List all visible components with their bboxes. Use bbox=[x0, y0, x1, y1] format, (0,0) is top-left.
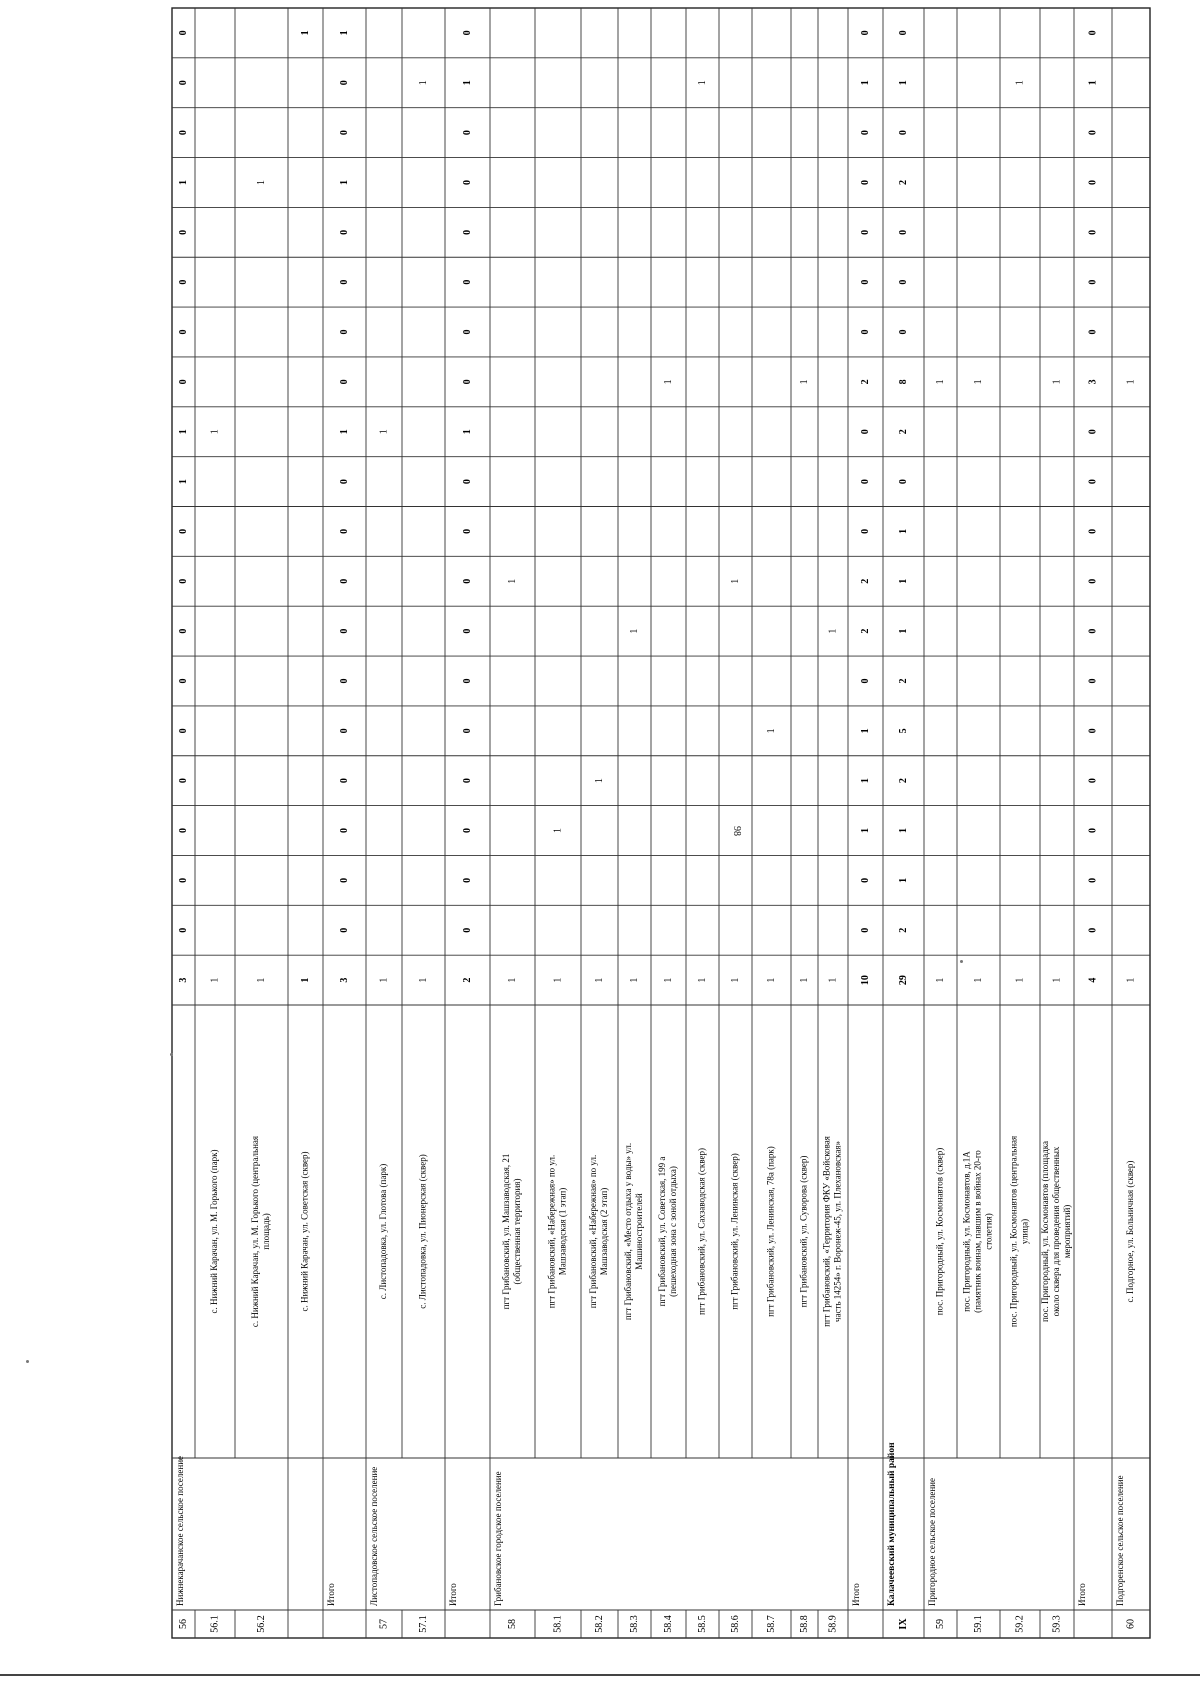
row-number: 58.1 bbox=[552, 1615, 564, 1633]
value-cell: 0 bbox=[338, 130, 350, 136]
value-cell: 0 bbox=[461, 778, 473, 784]
value-cell: 1 bbox=[859, 728, 871, 734]
row-number: 58.7 bbox=[765, 1615, 777, 1633]
value-cell: 1 bbox=[1051, 977, 1063, 983]
value-cell: 2 bbox=[897, 778, 909, 784]
value-cell: 0 bbox=[897, 30, 909, 36]
value-cell: 0 bbox=[897, 130, 909, 136]
location-name: пос. Пригородный, ул. Космонавтов, д.1А bbox=[961, 1151, 972, 1312]
value-cell: 0 bbox=[461, 877, 473, 883]
total-label: Итого bbox=[851, 1583, 862, 1606]
value-cell: 0 bbox=[461, 329, 473, 335]
value-cell: 0 bbox=[1087, 30, 1099, 36]
total-label: Итого bbox=[448, 1583, 459, 1606]
value-cell: 0 bbox=[338, 778, 350, 784]
scan-edge-line bbox=[0, 1674, 1200, 1676]
value-cell: 0 bbox=[1087, 877, 1099, 883]
value-cell: 1 bbox=[552, 977, 564, 983]
value-cell: 1 bbox=[461, 80, 473, 86]
value-cell: 1 bbox=[628, 977, 640, 983]
value-cell: 0 bbox=[1087, 528, 1099, 534]
value-cell: 0 bbox=[177, 279, 189, 285]
value-cell: 0 bbox=[177, 678, 189, 684]
location-name: мероприятий) bbox=[1062, 1204, 1073, 1259]
location-name: пгт Грибановский, «Набережная» по ул. bbox=[588, 1154, 599, 1309]
value-cell: 0 bbox=[897, 479, 909, 485]
value-cell: 0 bbox=[461, 30, 473, 36]
value-cell: 0 bbox=[1087, 578, 1099, 584]
value-cell: 1 bbox=[798, 379, 810, 385]
value-cell: 1 bbox=[506, 977, 518, 983]
row-number: 59.3 bbox=[1051, 1615, 1063, 1633]
location-name: пгт Грибановский, ул. Машзаводская, 21 bbox=[501, 1153, 512, 1310]
value-cell: 1 bbox=[255, 977, 267, 983]
row-number: 60 bbox=[1125, 1619, 1137, 1629]
row-number: 58.5 bbox=[696, 1615, 708, 1633]
location-name: около сквера для проведения общественных bbox=[1051, 1146, 1062, 1317]
value-cell: 0 bbox=[461, 578, 473, 584]
value-cell: 1 bbox=[934, 379, 946, 385]
location-name: пос. Пригородный, ул. Космонавтов (центральная bbox=[1008, 1135, 1019, 1328]
value-cell: 1 bbox=[897, 877, 909, 883]
value-cell: 0 bbox=[859, 229, 871, 235]
location-name: столетия) bbox=[983, 1213, 994, 1250]
value-cell: 0 bbox=[859, 927, 871, 933]
value-cell: 0 bbox=[338, 279, 350, 285]
value-cell: 0 bbox=[1087, 728, 1099, 734]
settlement-name: Грибановское городское поселение bbox=[493, 1471, 504, 1606]
value-cell: 0 bbox=[338, 329, 350, 335]
value-cell: 10 bbox=[859, 975, 871, 986]
value-cell: 0 bbox=[177, 379, 189, 385]
value-cell: 0 bbox=[338, 379, 350, 385]
value-cell: 0 bbox=[177, 628, 189, 634]
value-cell: 0 bbox=[1087, 628, 1099, 634]
value-cell: 0 bbox=[461, 927, 473, 933]
value-cell: 1 bbox=[1125, 977, 1137, 983]
value-cell: 0 bbox=[177, 528, 189, 534]
value-cell: 0 bbox=[1087, 678, 1099, 684]
value-cell: 1 bbox=[972, 379, 984, 385]
value-cell: 1 bbox=[1014, 977, 1026, 983]
value-cell: 2 bbox=[859, 628, 871, 634]
value-cell: 1 bbox=[255, 179, 267, 185]
value-cell: 0 bbox=[859, 179, 871, 185]
value-cell: 1 bbox=[1087, 80, 1099, 86]
value-cell: 1 bbox=[897, 80, 909, 86]
value-cell: 1 bbox=[209, 429, 221, 435]
value-cell: 0 bbox=[338, 578, 350, 584]
location-name: с. Нижний Карачан, ул. Советская (сквер) bbox=[299, 1151, 310, 1312]
location-name: (общественная территория) bbox=[512, 1178, 523, 1285]
value-cell: 2 bbox=[859, 578, 871, 584]
value-cell: 0 bbox=[177, 578, 189, 584]
page-number: 98 bbox=[731, 826, 742, 836]
value-cell: 0 bbox=[177, 329, 189, 335]
value-cell: 0 bbox=[1087, 927, 1099, 933]
value-cell: 0 bbox=[177, 927, 189, 933]
value-cell: 0 bbox=[338, 927, 350, 933]
value-cell: 1 bbox=[859, 828, 871, 834]
settlement-name: Листопадовское сельское поселение bbox=[369, 1466, 380, 1606]
value-cell: 0 bbox=[177, 80, 189, 86]
value-cell: 1 bbox=[209, 977, 221, 983]
value-cell: 0 bbox=[338, 678, 350, 684]
location-name: часть 14254» г. Воронеж-45, ул. Плехановская» bbox=[832, 1141, 843, 1322]
table-frame bbox=[172, 8, 1150, 1638]
settlement-name: Пригородное сельское поселение bbox=[927, 1478, 938, 1606]
row-number: 57.1 bbox=[417, 1615, 429, 1633]
value-cell: 0 bbox=[859, 877, 871, 883]
location-name: с. Листопадовка, ул. Глотова (парк) bbox=[378, 1163, 389, 1300]
value-cell: 1 bbox=[859, 778, 871, 784]
value-cell: 0 bbox=[1087, 828, 1099, 834]
value-cell: 0 bbox=[177, 30, 189, 36]
location-name: Машзаводская (1 этап) bbox=[557, 1187, 568, 1276]
scan-speck bbox=[960, 960, 963, 963]
value-cell: 1 bbox=[1125, 379, 1137, 385]
value-cell: 1 bbox=[417, 977, 429, 983]
location-name: площадь) bbox=[261, 1213, 272, 1250]
location-name: пгт Грибановский, ул. Ленинская (сквер) bbox=[729, 1153, 740, 1310]
value-cell: 3 bbox=[177, 977, 189, 983]
value-cell: 0 bbox=[859, 678, 871, 684]
location-name: пгт Грибановский, ул. Советская, 199 а bbox=[657, 1156, 668, 1307]
value-cell: 0 bbox=[461, 229, 473, 235]
value-cell: 0 bbox=[1087, 429, 1099, 435]
value-cell: 0 bbox=[897, 229, 909, 235]
value-cell: 2 bbox=[859, 379, 871, 385]
value-cell: 1 bbox=[338, 30, 350, 36]
value-cell: 8 bbox=[897, 379, 909, 385]
value-cell: 5 bbox=[897, 728, 909, 734]
value-cell: 0 bbox=[1087, 279, 1099, 285]
value-cell: 0 bbox=[461, 628, 473, 634]
total-label: Итого bbox=[326, 1583, 337, 1606]
value-cell: 0 bbox=[461, 479, 473, 485]
location-name: пос. Пригородный, ул. Космонавтов (сквер) bbox=[934, 1147, 945, 1316]
value-cell: 1 bbox=[506, 578, 518, 584]
location-name: улица) bbox=[1019, 1218, 1030, 1245]
value-cell: 0 bbox=[1087, 229, 1099, 235]
value-cell: 1 bbox=[177, 479, 189, 485]
value-cell: 0 bbox=[338, 479, 350, 485]
value-cell: 0 bbox=[1087, 479, 1099, 485]
value-cell: 0 bbox=[461, 678, 473, 684]
row-number: 58.2 bbox=[593, 1615, 605, 1633]
value-cell: 1 bbox=[798, 977, 810, 983]
value-cell: 0 bbox=[859, 528, 871, 534]
value-cell: 2 bbox=[897, 927, 909, 933]
value-cell: 0 bbox=[1087, 130, 1099, 136]
value-cell: 1 bbox=[765, 977, 777, 983]
location-name: с. Нижний Карачан, ул. М. Горького (парк) bbox=[209, 1149, 220, 1314]
row-number: 56 bbox=[177, 1619, 189, 1629]
row-number: 58.9 bbox=[827, 1615, 839, 1633]
scan-speck bbox=[170, 1053, 173, 1056]
value-cell: 1 bbox=[934, 977, 946, 983]
value-cell: 1 bbox=[299, 30, 311, 36]
value-cell: 0 bbox=[461, 379, 473, 385]
location-name: с. Подгорное, ул. Больничная (сквер) bbox=[1125, 1160, 1136, 1303]
value-cell: 0 bbox=[338, 877, 350, 883]
value-cell: 1 bbox=[729, 977, 741, 983]
value-cell: 0 bbox=[1087, 179, 1099, 185]
value-cell: 1 bbox=[177, 429, 189, 435]
value-cell: 2 bbox=[461, 977, 473, 983]
value-cell: 2 bbox=[897, 678, 909, 684]
value-cell: 1 bbox=[662, 977, 674, 983]
value-cell: 29 bbox=[897, 975, 909, 986]
row-number: 58.3 bbox=[628, 1615, 640, 1633]
location-name: (памятник воинам, павшим в войнах 20-го bbox=[972, 1150, 983, 1313]
value-cell: 0 bbox=[461, 528, 473, 534]
value-cell: 3 bbox=[1087, 379, 1099, 385]
value-cell: 0 bbox=[461, 279, 473, 285]
value-cell: 0 bbox=[177, 728, 189, 734]
value-cell: 1 bbox=[696, 977, 708, 983]
value-cell: 0 bbox=[461, 179, 473, 185]
value-cell: 1 bbox=[593, 977, 605, 983]
value-cell: 1 bbox=[378, 977, 390, 983]
row-number: 58 bbox=[506, 1619, 518, 1629]
value-cell: 0 bbox=[177, 877, 189, 883]
value-cell: 2 bbox=[897, 429, 909, 435]
value-cell: 0 bbox=[859, 329, 871, 335]
value-cell: 0 bbox=[859, 30, 871, 36]
value-cell: 1 bbox=[972, 977, 984, 983]
value-cell: 0 bbox=[859, 429, 871, 435]
value-cell: 0 bbox=[177, 778, 189, 784]
value-cell: 1 bbox=[859, 80, 871, 86]
value-cell: 1 bbox=[461, 429, 473, 435]
row-number: 56.1 bbox=[209, 1615, 221, 1633]
value-cell: 0 bbox=[859, 130, 871, 136]
value-cell: 1 bbox=[177, 179, 189, 185]
row-number: 59.2 bbox=[1014, 1615, 1026, 1633]
row-number: IX bbox=[897, 1618, 909, 1630]
value-cell: 0 bbox=[897, 329, 909, 335]
value-cell: 1 bbox=[897, 628, 909, 634]
row-number: 56.2 bbox=[255, 1615, 267, 1633]
value-cell: 1 bbox=[827, 628, 839, 634]
value-cell: 1 bbox=[299, 977, 311, 983]
row-number: 58.8 bbox=[798, 1615, 810, 1633]
scan-speck bbox=[26, 1360, 29, 1363]
settlement-name: Калачеевский муниципальный район bbox=[887, 1442, 898, 1606]
location-name: пгт Грибановский, ул. Суворова (сквер) bbox=[798, 1155, 809, 1308]
location-name: (пешеходная зона с зоной отдыха) bbox=[668, 1166, 679, 1297]
location-name: с. Нижний Карачан, ул. М. Горького (центральная bbox=[250, 1135, 261, 1328]
value-cell: 0 bbox=[338, 628, 350, 634]
value-cell: 0 bbox=[461, 130, 473, 136]
value-cell: 1 bbox=[593, 778, 605, 784]
value-cell: 0 bbox=[338, 828, 350, 834]
value-cell: 1 bbox=[1051, 379, 1063, 385]
value-cell: 4 bbox=[1087, 977, 1099, 983]
value-cell: 0 bbox=[177, 130, 189, 136]
value-cell: 0 bbox=[338, 728, 350, 734]
value-cell: 0 bbox=[1087, 329, 1099, 335]
location-name: с. Листопадовка, ул. Пионерская (сквер) bbox=[417, 1154, 428, 1309]
value-cell: 1 bbox=[628, 628, 640, 634]
location-name: Машзаводская (2 этап) bbox=[599, 1187, 610, 1276]
location-name: пгт Грибановский, ул. Сахзаводская (сквер) bbox=[696, 1148, 707, 1315]
row-number: 58.6 bbox=[729, 1615, 741, 1633]
value-cell: 0 bbox=[1087, 778, 1099, 784]
value-cell: 0 bbox=[338, 528, 350, 534]
settlement-name: Подгоренское сельское поселение bbox=[1115, 1475, 1126, 1606]
value-cell: 3 bbox=[338, 977, 350, 983]
row-number: 59.1 bbox=[972, 1615, 984, 1633]
value-cell: 1 bbox=[765, 728, 777, 734]
location-name: Машиностроителей bbox=[634, 1193, 645, 1270]
location-name: пгт Грибановский, «Набережная» по ул. bbox=[546, 1154, 557, 1309]
value-cell: 1 bbox=[552, 828, 564, 834]
value-cell: 1 bbox=[338, 429, 350, 435]
value-cell: 1 bbox=[897, 528, 909, 534]
value-cell: 2 bbox=[897, 179, 909, 185]
value-cell: 0 bbox=[177, 828, 189, 834]
location-name: пгт Грибановский, «Территория ФКУ «Войсковая bbox=[821, 1136, 832, 1327]
value-cell: 0 bbox=[461, 728, 473, 734]
row-number: 59 bbox=[934, 1619, 946, 1629]
value-cell: 1 bbox=[696, 80, 708, 86]
location-name: пос. Пригородный, ул. Космонавтов (площадка bbox=[1040, 1140, 1051, 1323]
value-cell: 0 bbox=[338, 229, 350, 235]
settlement-name: Нижнекарачанское сельское поселение bbox=[175, 1455, 186, 1606]
location-name: пгт Грибановский, ул. Ленинская, 78а (парк) bbox=[765, 1146, 776, 1317]
value-cell: 1 bbox=[729, 578, 741, 584]
value-cell: 0 bbox=[897, 279, 909, 285]
value-cell: 0 bbox=[859, 479, 871, 485]
location-name: пгт Грибановский, «Место отдыха у воды» ул. bbox=[623, 1142, 634, 1321]
total-label: Итого bbox=[1077, 1583, 1088, 1606]
value-cell: 1 bbox=[1014, 80, 1026, 86]
value-cell: 0 bbox=[461, 828, 473, 834]
value-cell: 0 bbox=[859, 279, 871, 285]
value-cell: 1 bbox=[417, 80, 429, 86]
value-cell: 1 bbox=[897, 828, 909, 834]
value-cell: 1 bbox=[378, 429, 390, 435]
row-number: 58.4 bbox=[662, 1615, 674, 1633]
row-number: 57 bbox=[378, 1619, 390, 1629]
value-cell: 0 bbox=[177, 229, 189, 235]
value-cell: 1 bbox=[827, 977, 839, 983]
value-cell: 1 bbox=[338, 179, 350, 185]
value-cell: 1 bbox=[897, 578, 909, 584]
value-cell: 1 bbox=[662, 379, 674, 385]
value-cell: 0 bbox=[338, 80, 350, 86]
